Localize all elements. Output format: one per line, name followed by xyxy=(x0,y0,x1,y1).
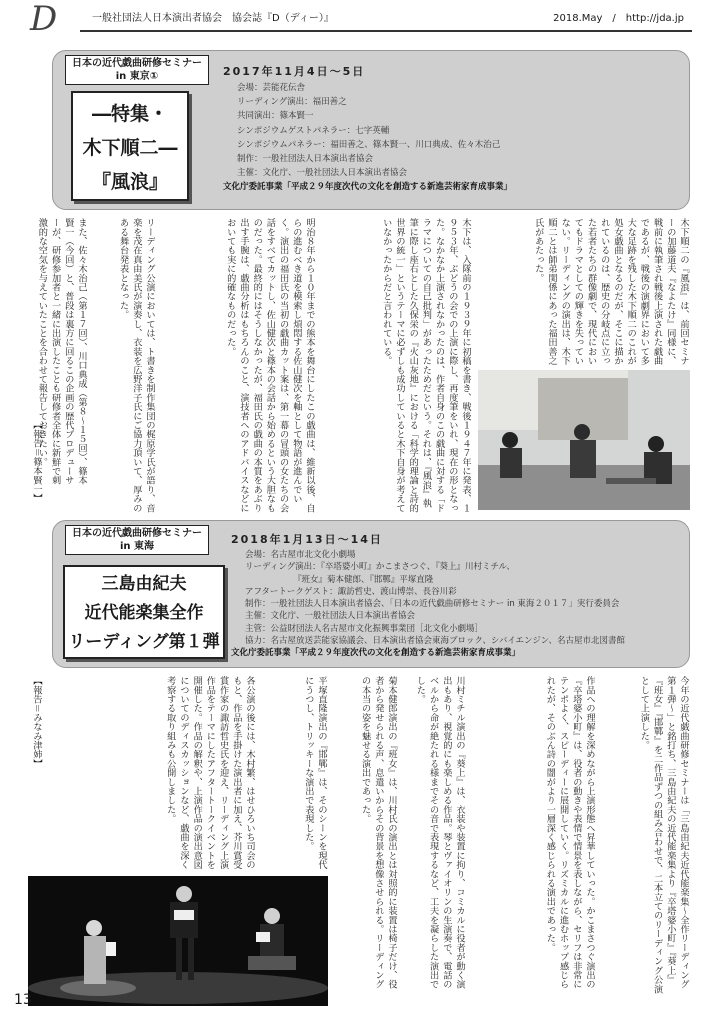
feature-title-line: 三島由紀夫 xyxy=(101,574,187,594)
article-paragraph: また、佐々木治己（第１７回）、川口典成（第８～１５回）、篠本賢一（今回）と、普段は裏方に回るこの企画の歴代プロデューサーが、研修参加者と一緒に出演したことも研修者全体に新鮮で刺激的な空気を与えていたことを合わせて報告しておきたい。 xyxy=(36,218,87,485)
detail-row: シンポジウムパネラー：福田善之、篠本賢一、川口典成、佐々木治己 xyxy=(237,139,501,150)
sponsor-line: 文化庁委託事業「平成２９年度次代の文化を創造する新進芸術家育成事業」 xyxy=(223,182,513,193)
detail-row: 主催：文化庁、一般社団法人日本演出者協会 xyxy=(245,611,416,622)
article-paragraph: 木下順二の『風浪』は、前回セミナーの加藤道夫『なよたけ』同様に、戦前に執筆され戦後上演された戯曲であるが、戦後の演劇界において多大な足跡を残した木下順二のこれが処女戯曲となるのだが、そこに描かれているのは、歴史の分岐点に立った若者たちの群像劇で、現代においてもドラマとしての輝きを失っていない。リーディングの演出は、木下順二とは師弟関係にあった福田善之氏があたった。 xyxy=(532,218,689,366)
detail-row: 協力：名古屋放送芸能家協議会、日本演出者協会東海ブロック、シバイエンジン、名古屋市北図書館 xyxy=(245,636,625,647)
page-number: 13 xyxy=(14,992,32,1008)
article-paragraph: 木下は、入隊前の１９３９年に初稿を書き、戦後１９４７年に発表、１９５３年、ぶどうの会での上演に際し、再度筆をいれ、現在の形となった。なかなか上演されなかったのは、作者自身のこの戯曲に対する「ドラマについての自己批判」があったためだという。それは、『風浪』執筆に際し座右とした久保栄の『火山灰地』における「科学的理論と詩的世界の統一」というテーマに必ずしも成功していると木下自身が考えていなかったからだと言われている。 xyxy=(380,218,471,513)
feature-title xyxy=(63,565,225,659)
seminar-tag-line1: 日本の近代戯曲研修セミナー xyxy=(72,528,202,539)
seminar-tag-line1: 日本の近代戯曲研修セミナー xyxy=(72,58,202,69)
seminar-tag xyxy=(65,55,209,85)
detail-row: 会場：芸能花伝舎 xyxy=(237,83,306,93)
article-paragraph: 今年の近代戯曲研修セミナーは「三島由紀夫近代能楽集～全作リーディング第１弾～」と銘打ち、三島由紀夫の近代能楽集より『卒塔婆小町』『葵上』『班女』『邯鄲』を二作品ずつの組み合わせで、二本立てのリーディング公演として上演した。 xyxy=(638,676,689,994)
seminar-panel-tokyo xyxy=(52,50,690,210)
detail-row: アフタートークゲスト：諏訪哲史、渡山博崇、長谷川彩 xyxy=(245,586,457,597)
feature-title-line: 木下順二― xyxy=(82,137,178,159)
sponsor-line: 文化庁委託事業「平成２９年度次代の文化を創造する新進芸術家育成事業」 xyxy=(231,648,521,659)
event-date: 2018年1月13日～14日 xyxy=(231,533,383,546)
detail-row: 『班女』菊本健郎、『邯鄲』平塚直隆 xyxy=(293,574,434,585)
event-date: 2017年11月4日～5日 xyxy=(223,65,366,78)
event-details xyxy=(223,63,681,195)
article-paragraph: 川村ミチル演出の『葵上』は、衣装や装置に拘り、コミカルに役者が動く演出もあり、視覚的にも楽しめる作品。琴とヴァイオリンの生演奏で、電話のベルから命が絶たれる様までその音で表現するなど、工夫を凝らした演出でした。 xyxy=(414,676,465,989)
detail-row: 共同演出：篠本賢一 xyxy=(237,111,314,122)
article-paragraph: リーディング公演においては、ト書きを制作集団の梶原学氏が語り、音楽を茂在真由美氏が演奏し、衣装を広野洋子氏にご協力頂いて、厚みのある舞台発表となった。 xyxy=(117,218,155,513)
event-details xyxy=(231,531,681,660)
seminar-panel-tokai xyxy=(52,520,690,668)
magazine-title: 一般社団法人日本演出者協会 協会誌『D（ディー）』 xyxy=(92,13,334,24)
detail-row: 制作：一般社団法人日本演出者協会 xyxy=(237,154,374,165)
issue-and-url: 2018.May / http://jda.jp xyxy=(553,13,684,24)
feature-title-line: ―特集・ xyxy=(91,103,168,125)
rehearsal-photo xyxy=(478,370,690,510)
detail-row: リーディング演出：『卒塔婆小町』かこまさつぐ、『葵上』川村ミチル、 xyxy=(245,562,515,573)
feature-title-line: 『風浪』 xyxy=(91,171,168,193)
detail-row: 制作：一般社団法人日本演出者協会、「日本の近代戯曲研修セミナー in 東海２０１７」実行委員会 xyxy=(245,599,620,610)
stage-reading-photo xyxy=(28,876,328,1006)
seminar-tag xyxy=(65,525,209,555)
report-credit: 【報告＝みなみ津姉】 xyxy=(31,676,42,768)
article-paragraph: 作品への理解を深めながら上演形態へ昇華していった。かこまさつぐ演出の『卒塔婆小町』は、役者の動きや表情で情景を表しながら、セリフは非常にテンポよく、スピーディーに展開していく。リズミカルに進むホップ感じられたが、そのぶん詩の闇がより一層深く感じられる演出であった。 xyxy=(544,676,595,989)
article-paragraph: 明治８年から１０年までの熊本を舞台にしたこの戯曲は、維新以後、自らの進むべき道を模索し煩悶する佐山健次を軸として物語が進んでいく。演出の福田氏の当初の戯曲カット案は、第一幕の冒頭の女たちの会話をすべてカットし、佐山健次と篠本の会話から始めるという大胆なものだった。最終的にはそうしなかったが、福田氏の戯曲の本質をあぶり出す手腕は、戯曲分析はもちろんのこと、演技者へのアドバイスなどにおいても実に的確なものだった。 xyxy=(224,218,315,513)
feature-title xyxy=(71,91,189,201)
article-paragraph: 平塚直隆演出の『邯鄲』は、そのシーンを現代にうつし、トリッキーな演出で表現した。 xyxy=(302,676,327,870)
page-header xyxy=(30,0,692,40)
detail-row: シンポジウムゲストパネラー：七字英輔 xyxy=(237,125,390,136)
detail-row: 主管：公益財団法人名古屋市文化振興事業団［北文化小劇場］ xyxy=(245,623,484,634)
detail-row: 主催：文化庁、一般社団法人日本演出者協会 xyxy=(237,168,408,179)
article-paragraph: 菊本健郎演出の『班女』は、川村氏の演出とは対照的に装置は椅子だけ、役者から発せられる声、息遣いからその背景を想像させられる。リーディングの本当の姿を魅せる演出であった。 xyxy=(359,676,397,989)
detail-row: リーディング演出：福田善之 xyxy=(237,97,347,108)
feature-title-line: リーディング第１弾 xyxy=(68,632,220,652)
magazine-logo: D xyxy=(30,0,58,39)
article-paragraph: 各公演の後には、木村繁、はせひろいち司会のもと、作品を手掛けた演出者に加え、芥川賞受賞作家の諏訪哲史氏を迎え、リーディング上演作品をテーマにしたアフタートークイベントを開催した。作品の解釈や、上演作品の演出意図についてのディスカッションなど、戯曲を深く考察する取り組みも公開しました。 xyxy=(164,676,255,870)
seminar-tag-line2: in 東京① xyxy=(115,71,159,82)
report-credit: 【報告＝篠本賢一】 xyxy=(31,420,42,503)
feature-title-line: 近代能楽集全作 xyxy=(84,603,204,623)
header-rule xyxy=(80,30,692,32)
detail-row: 会場：名古屋市北文化小劇場 xyxy=(245,550,356,560)
seminar-tag-line2: in 東海 xyxy=(119,541,155,552)
